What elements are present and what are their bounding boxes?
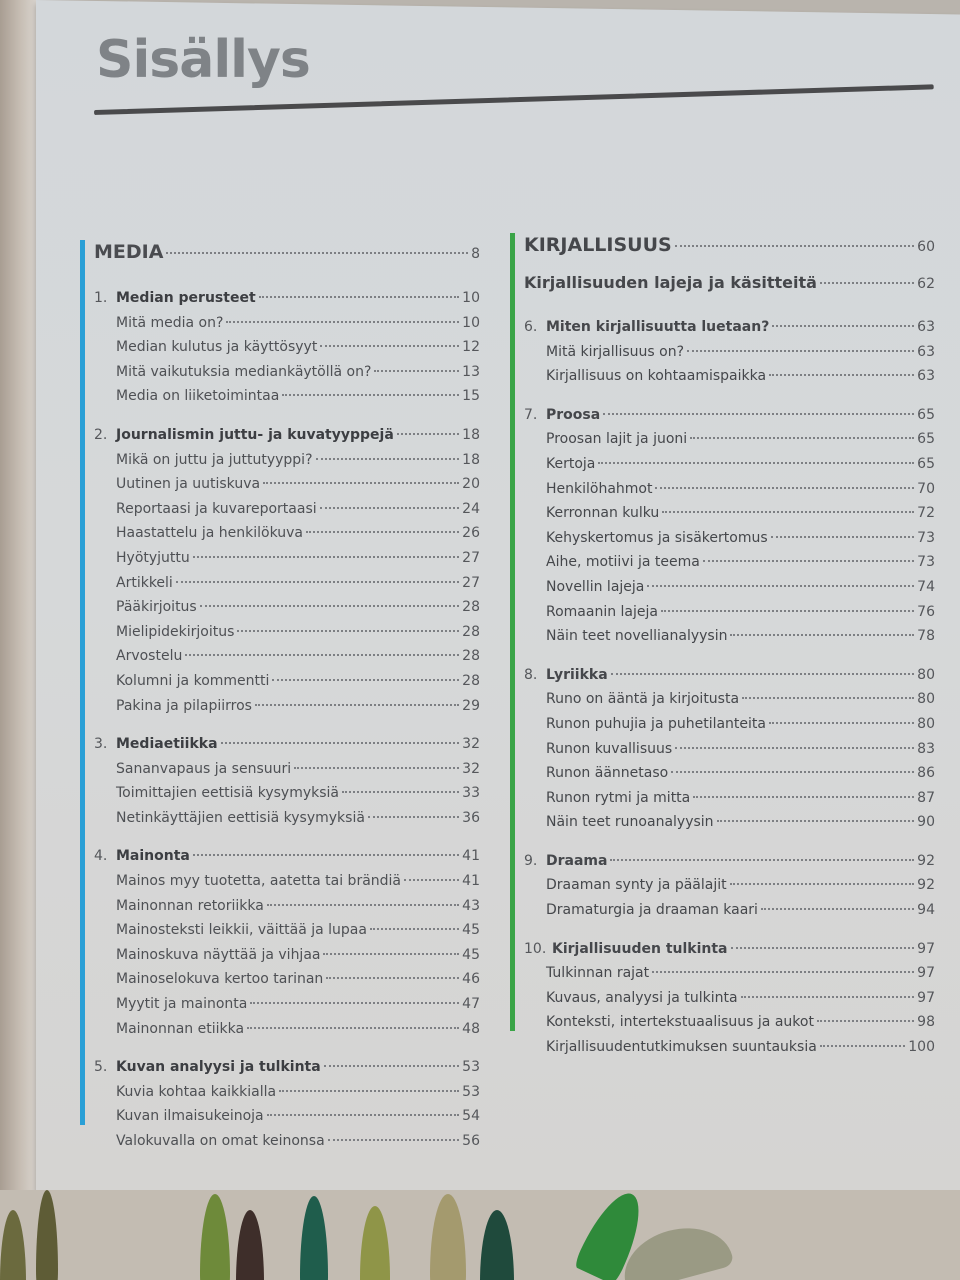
toc-section[interactable]: Kirjallisuus on kohtaamispaikka 63 [524, 364, 935, 389]
leader-dots [404, 879, 459, 881]
toc-section[interactable]: Runo on ääntä ja kirjoitusta 80 [524, 687, 935, 712]
page-number: 90 [917, 814, 935, 831]
leader-dots [294, 767, 459, 769]
leader-dots [323, 953, 459, 955]
page-number: 46 [462, 971, 480, 988]
toc-section[interactable]: Mitä kirjallisuus on? 63 [524, 340, 935, 365]
leader-dots [255, 704, 459, 706]
page-number: 18 [462, 426, 480, 443]
leaf-decoration [0, 1210, 26, 1280]
toc-section[interactable]: Mielipidekirjoitus 28 [94, 620, 480, 645]
page-number: 24 [462, 500, 480, 517]
page-number: 62 [917, 276, 935, 292]
toc-entries-media [94, 232, 480, 1154]
toc-section[interactable]: Proosan lajit ja juoni 65 [524, 427, 935, 452]
leader-dots [320, 345, 459, 347]
leader-dots [342, 791, 459, 793]
leader-dots [730, 634, 914, 636]
toc-section[interactable]: Hyötyjuttu 27 [94, 546, 480, 571]
toc-entries-kirjallisuus [524, 225, 935, 1060]
leader-dots [771, 536, 915, 538]
leader-dots [652, 971, 914, 973]
toc-subpart[interactable]: Kirjallisuuden lajeja ja käsitteitä 62 [524, 265, 935, 301]
toc-chapter[interactable]: 2. Journalismin juttu- ja kuvatyyppejä 18 [94, 423, 480, 448]
page-number: 18 [462, 451, 480, 468]
page-number: 56 [462, 1133, 480, 1149]
leader-dots [316, 458, 460, 460]
toc-chapter[interactable]: 3. Mediaetiikka 32 [94, 732, 480, 757]
toc-part-media[interactable]: MEDIA 8 [94, 232, 480, 272]
leader-dots [166, 252, 468, 254]
toc-section[interactable]: Valokuvalla on omat keinonsa 56 [94, 1129, 480, 1154]
toc-section[interactable]: Mainos myy tuotetta, aatetta tai brändiä 41 [94, 869, 480, 894]
page-number: 74 [917, 578, 935, 595]
toc-section[interactable]: Arvostelu 28 [94, 644, 480, 669]
leader-dots [731, 947, 915, 949]
toc-section[interactable]: Artikkeli 27 [94, 571, 480, 596]
leader-dots [717, 820, 915, 822]
page-number: 33 [462, 785, 480, 802]
leader-dots [690, 437, 914, 439]
leader-dots [610, 859, 914, 861]
leader-dots [761, 908, 914, 910]
page-number: 63 [917, 368, 935, 385]
leaf-decoration [360, 1206, 390, 1280]
page-number: 70 [917, 480, 935, 497]
toc-section[interactable]: Henkilöhahmot 70 [524, 477, 935, 502]
toc-section[interactable]: Pääkirjoitus 28 [94, 595, 480, 620]
leader-dots [655, 487, 914, 489]
page-number: 29 [462, 697, 480, 714]
leaf-decoration [200, 1194, 230, 1280]
page-number: 8 [471, 246, 480, 262]
leader-dots [611, 673, 915, 675]
page-number: 65 [917, 406, 935, 423]
toc-section[interactable]: Netinkäyttäjien eettisiä kysymyksiä 36 [94, 806, 480, 831]
page-number: 10 [462, 290, 480, 306]
page-number: 98 [917, 1014, 935, 1031]
toc-section[interactable]: Runon rytmi ja mitta 87 [524, 786, 935, 811]
media-accent-bar [80, 240, 85, 1125]
leader-dots [817, 1020, 914, 1022]
toc-chapter[interactable]: 6. Miten kirjallisuutta luetaan? 63 [524, 315, 935, 340]
toc-chapter[interactable]: 10. Kirjallisuuden tulkinta 97 [524, 937, 935, 962]
leader-dots [221, 742, 460, 744]
leader-dots [769, 374, 914, 376]
toc-section[interactable]: Mitä vaikutuksia mediankäytöllä on? 13 [94, 360, 480, 385]
toc-chapter[interactable]: 7. Proosa 65 [524, 403, 935, 428]
page-number: 65 [917, 455, 935, 472]
page-number: 72 [917, 505, 935, 522]
leader-dots [730, 883, 915, 885]
leader-dots [306, 531, 459, 533]
toc-section[interactable]: Kuvan ilmaisukeinoja 54 [94, 1104, 480, 1129]
leader-dots [193, 854, 459, 856]
toc-section[interactable]: Pakina ja pilapiirros 29 [94, 694, 480, 719]
toc-part-kirjallisuus[interactable]: KIRJALLISUUS 60 [524, 225, 935, 265]
page-number: 41 [462, 873, 480, 890]
page-title: Sisällys [96, 30, 310, 90]
leader-dots [675, 245, 914, 247]
leaf-decoration [36, 1190, 58, 1280]
toc-section[interactable]: Kolumni ja kommentti 28 [94, 669, 480, 694]
leader-dots [272, 679, 459, 681]
leader-dots [769, 722, 914, 724]
page-number: 80 [917, 691, 935, 708]
toc-section[interactable]: Kertoja 65 [524, 452, 935, 477]
leader-dots [820, 1045, 905, 1047]
page-number: 97 [917, 989, 935, 1006]
page-number: 76 [917, 603, 935, 620]
toc-section[interactable]: Runon äännetaso 86 [524, 761, 935, 786]
page-number: 53 [462, 1083, 480, 1100]
book-spine [0, 0, 36, 1210]
page-number: 63 [917, 319, 935, 335]
leaf-decoration [300, 1196, 328, 1280]
page-number: 78 [917, 628, 935, 645]
toc-section[interactable]: Draaman synty ja päälajit 92 [524, 873, 935, 898]
page-number: 94 [917, 902, 935, 919]
page-number: 80 [917, 666, 935, 683]
page-number: 32 [462, 760, 480, 777]
toc-section[interactable]: Mainosteksti leikkii, väittää ja lupaa 45 [94, 918, 480, 943]
leader-dots [176, 581, 459, 583]
leader-dots [259, 296, 460, 298]
toc-section[interactable]: Haastattelu ja henkilökuva 26 [94, 521, 480, 546]
leader-dots [282, 394, 459, 396]
toc-section[interactable]: Kirjallisuudentutkimuksen suuntauksia 100 [524, 1035, 935, 1060]
page-number: 83 [917, 740, 935, 757]
leader-dots [397, 433, 459, 435]
page-number: 47 [462, 996, 480, 1013]
page-number: 28 [462, 648, 480, 665]
page-number: 86 [917, 765, 935, 782]
toc-section[interactable]: Näin teet runoanalyysin 90 [524, 810, 935, 835]
page-number: 60 [917, 239, 935, 255]
toc-section[interactable]: Mikä on juttu ja juttutyyppi? 18 [94, 448, 480, 473]
page-number: 28 [462, 623, 480, 640]
page-number: 80 [917, 715, 935, 732]
leader-dots [370, 928, 459, 930]
leader-dots [326, 977, 459, 979]
toc-chapter[interactable]: 4. Mainonta 41 [94, 844, 480, 869]
toc-chapter[interactable]: 9. Draama 92 [524, 849, 935, 874]
toc-section[interactable]: Runon kuvallisuus 83 [524, 737, 935, 762]
toc-section[interactable]: Tulkinnan rajat 97 [524, 961, 935, 986]
page-number: 87 [917, 789, 935, 806]
leader-dots [226, 321, 459, 323]
page-number: 48 [462, 1020, 480, 1037]
page-number: 12 [462, 339, 480, 356]
toc-section[interactable]: Median kulutus ja käyttösyyt 12 [94, 335, 480, 360]
toc-section[interactable]: Mainoselokuva kertoo tarinan 46 [94, 967, 480, 992]
page-number: 20 [462, 476, 480, 493]
leader-dots [193, 556, 459, 558]
leader-dots [598, 462, 914, 464]
toc-section[interactable]: Aihe, motiivi ja teema 73 [524, 550, 935, 575]
page-number: 65 [917, 431, 935, 448]
leader-dots [247, 1027, 459, 1029]
leader-dots [368, 816, 459, 818]
leader-dots [603, 413, 914, 415]
page-number: 100 [908, 1039, 935, 1056]
leader-dots [675, 747, 914, 749]
page-number: 41 [462, 848, 480, 865]
leader-dots [237, 630, 459, 632]
page-number: 28 [462, 599, 480, 616]
toc-section[interactable]: Media on liiketoimintaa 15 [94, 384, 480, 409]
leader-dots [820, 282, 914, 284]
leader-dots [185, 654, 459, 656]
leader-dots [267, 1114, 460, 1116]
leader-dots [263, 482, 459, 484]
toc-section[interactable]: Myytit ja mainonta 47 [94, 992, 480, 1017]
leader-dots [662, 511, 914, 513]
toc-section[interactable]: Konteksti, intertekstuaalisuus ja aukot 98 [524, 1010, 935, 1035]
leader-dots [328, 1139, 460, 1141]
toc-section[interactable]: Reportaasi ja kuvareportaasi 24 [94, 497, 480, 522]
leader-dots [742, 697, 914, 699]
page-number: 63 [917, 343, 935, 360]
page-number: 32 [462, 736, 480, 753]
toc-section[interactable]: Romaanin lajeja 76 [524, 600, 935, 625]
page-number: 97 [917, 940, 935, 957]
toc-section[interactable]: Sananvapaus ja sensuuri 32 [94, 757, 480, 782]
kirjallisuus-accent-bar [510, 233, 515, 1031]
leader-dots [279, 1090, 459, 1092]
page-number: 97 [917, 965, 935, 982]
toc-section[interactable]: Dramaturgia ja draaman kaari 94 [524, 898, 935, 923]
leader-dots [267, 904, 459, 906]
toc-section[interactable]: Kehyskertomus ja sisäkertomus 73 [524, 526, 935, 551]
leader-dots [687, 350, 914, 352]
toc-section[interactable]: Mainonnan retoriikka 43 [94, 894, 480, 919]
page-number: 26 [462, 525, 480, 542]
toc-section[interactable]: Kuvia kohtaa kaikkialla 53 [94, 1080, 480, 1105]
page-number: 45 [462, 922, 480, 939]
page-number: 73 [917, 554, 935, 571]
page-number: 53 [462, 1059, 480, 1076]
toc-chapter[interactable]: 5. Kuvan analyysi ja tulkinta 53 [94, 1055, 480, 1080]
page-number: 45 [462, 946, 480, 963]
page-number: 27 [462, 549, 480, 566]
leader-dots [374, 370, 459, 372]
page-number: 28 [462, 672, 480, 689]
leader-dots [250, 1002, 459, 1004]
page-number: 92 [917, 877, 935, 894]
leader-dots [320, 507, 460, 509]
leaf-decoration [480, 1210, 514, 1280]
toc-section[interactable]: Uutinen ja uutiskuva 20 [94, 472, 480, 497]
page-number: 43 [462, 897, 480, 914]
page-number: 15 [462, 388, 480, 405]
toc-section[interactable]: Mainoskuva näyttää ja vihjaa 45 [94, 943, 480, 968]
toc-section[interactable]: Mitä media on? 10 [94, 311, 480, 336]
toc-section[interactable]: Kuvaus, analyysi ja tulkinta 97 [524, 986, 935, 1011]
fern-pattern-background [0, 1190, 960, 1280]
leader-dots [671, 771, 914, 773]
leaf-decoration [236, 1210, 264, 1280]
leader-dots [703, 560, 914, 562]
leader-dots [772, 325, 914, 327]
toc-section[interactable]: Novellin lajeja 74 [524, 575, 935, 600]
leader-dots [661, 610, 914, 612]
page-number: 92 [917, 852, 935, 869]
toc-section[interactable]: Mainonnan etiikka 48 [94, 1017, 480, 1042]
toc-chapter[interactable]: 1. Median perusteet 10 [94, 286, 480, 311]
toc-section[interactable]: Runon puhujia ja puhetilanteita 80 [524, 712, 935, 737]
leaf-decoration [430, 1194, 466, 1280]
toc-section[interactable]: Kerronnan kulku 72 [524, 501, 935, 526]
page-number: 13 [462, 363, 480, 380]
page-number: 10 [462, 314, 480, 331]
page-number: 27 [462, 574, 480, 591]
page-number: 36 [462, 809, 480, 826]
leader-dots [647, 585, 914, 587]
toc-section[interactable]: Näin teet novellianalyysin 78 [524, 624, 935, 649]
leader-dots [324, 1065, 459, 1067]
leader-dots [741, 996, 915, 998]
toc-chapter[interactable]: 8. Lyriikka 80 [524, 663, 935, 688]
page-number: 54 [462, 1108, 480, 1125]
leader-dots [200, 605, 459, 607]
page-number: 73 [917, 529, 935, 546]
toc-section[interactable]: Toimittajien eettisiä kysymyksiä 33 [94, 781, 480, 806]
leader-dots [693, 796, 914, 798]
